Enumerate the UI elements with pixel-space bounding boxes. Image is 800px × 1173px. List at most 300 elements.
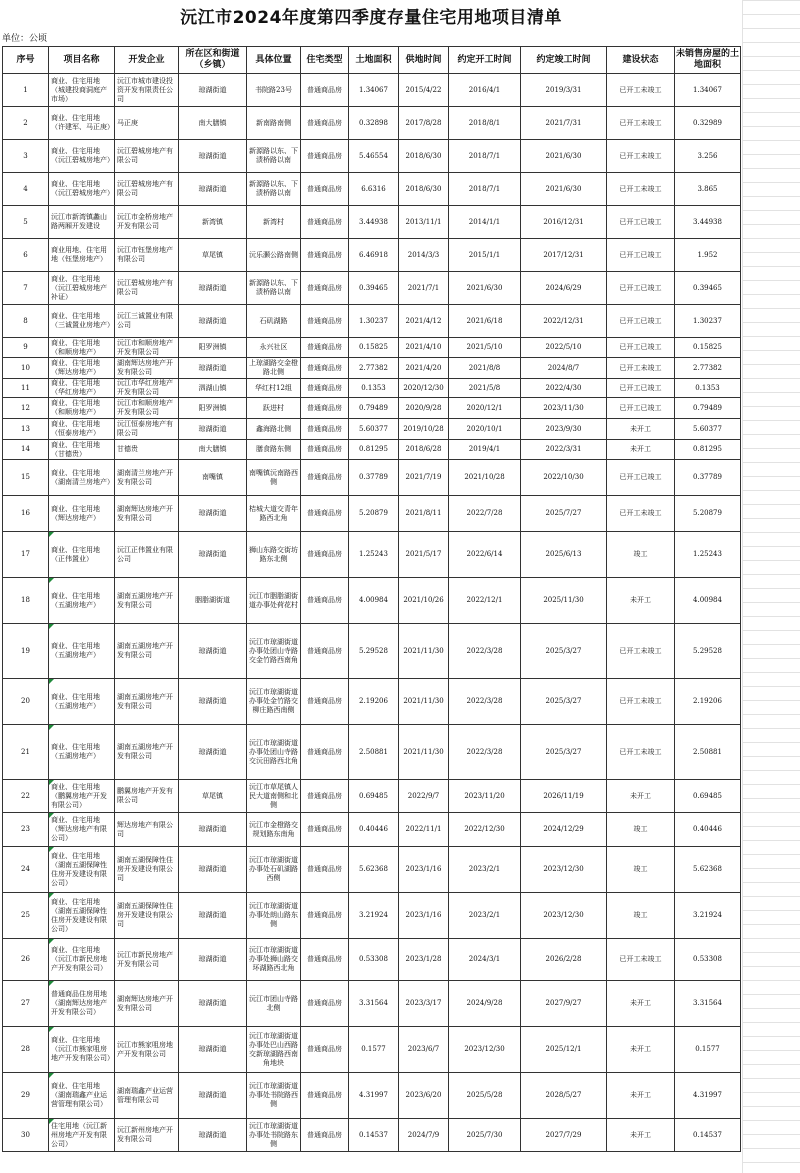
cell-status: 已开工未竣工 [607,679,675,725]
cell-unsold-area: 5.20879 [675,496,741,532]
cell-location: 沅江市琼湖街道办事处团山寺路交金竹路西南角 [247,624,301,679]
cell-unsold-area: 1.34067 [675,74,741,107]
cell-district: 胭脂湖街道 [179,578,247,624]
table-row [3,140,741,173]
cell-location: 沅江市团山寺路北侧 [247,981,301,1027]
cell-project-name: 商业、住宅用地（沅江碧城房地产） [49,173,115,206]
cell-start-date: 2018/8/1 [449,107,521,140]
cell-index: 2 [3,107,49,140]
cell-project-name: 商业、住宅用地（五湖房地产） [49,725,115,780]
cell-district: 泗湖山镇 [179,379,247,398]
cell-unsold-area: 5.60377 [675,419,741,440]
cell-location: 沅江市琼湖街道办事处巴山西路交新琼湖路西南角地块 [247,1027,301,1073]
cell-developer: 沅江市新民房地产开发有限公司 [115,939,179,981]
cell-start-date: 2025/5/28 [449,1073,521,1119]
cell-housing-type: 普通商品房 [301,358,349,379]
cell-location: 沅江市琼湖街道办事处金竹路交柳庄路西南侧 [247,679,301,725]
cell-housing-type: 普通商品房 [301,1119,349,1152]
cell-land-area: 5.46554 [349,140,399,173]
cell-land-area: 0.32898 [349,107,399,140]
cell-developer: 湖南五湖房地产开发有限公司 [115,679,179,725]
cell-land-area: 1.34067 [349,74,399,107]
cell-developer: 湖南辉达房地产开发有限公司 [115,358,179,379]
cell-completion-date: 2019/3/31 [521,74,607,107]
cell-start-date: 2020/10/1 [449,419,521,440]
header-col-status: 建设状态 [607,47,675,74]
cell-housing-type: 普通商品房 [301,239,349,272]
cell-housing-type: 普通商品房 [301,578,349,624]
cell-developer: 湖南五湖房地产开发有限公司 [115,578,179,624]
cell-housing-type: 普通商品房 [301,107,349,140]
cell-district: 草尾镇 [179,780,247,813]
cell-index: 14 [3,440,49,460]
cell-district: 琼湖街道 [179,305,247,338]
cell-district: 琼湖街道 [179,847,247,893]
cell-location: 新源路以东、下渍桥路以南 [247,173,301,206]
cell-supply-date: 2021/8/11 [399,496,449,532]
cell-index: 22 [3,780,49,813]
cell-developer: 沅江市和顺房地产开发有限公司 [115,398,179,419]
cell-developer: 辉达房地产有限公司 [115,813,179,847]
table-row [3,460,741,496]
cell-completion-date: 2024/8/7 [521,358,607,379]
cell-supply-date: 2020/12/30 [399,379,449,398]
cell-completion-date: 2021/7/31 [521,107,607,140]
table-row [3,679,741,725]
cell-land-area: 5.29528 [349,624,399,679]
cell-index: 16 [3,496,49,532]
cell-project-name: 普通商品住房用地（湖南辉达房地产开发有限公司） [49,981,115,1027]
land-project-table [2,46,741,1152]
cell-unsold-area: 1.952 [675,239,741,272]
cell-developer: 沅江市城市建设投资开发有限责任公司 [115,74,179,107]
cell-housing-type: 普通商品房 [301,893,349,939]
header-col-unsold-area: 未销售房屋的土地面积 [675,47,741,74]
cell-status: 已开工已竣工 [607,305,675,338]
cell-project-name: 商业、住宅用地（辉达房地产有限公司） [49,813,115,847]
cell-unsold-area: 0.37789 [675,460,741,496]
table-row [3,398,741,419]
cell-index: 21 [3,725,49,780]
cell-status: 已开工未竣工 [607,74,675,107]
cell-district: 琼湖街道 [179,725,247,780]
cell-status: 未开工 [607,440,675,460]
cell-start-date: 2019/4/1 [449,440,521,460]
cell-district: 新湾镇 [179,206,247,239]
cell-project-name: 商业、住宅用地（和顺房地产） [49,398,115,419]
cell-completion-date: 2024/6/29 [521,272,607,305]
cell-completion-date: 2025/6/13 [521,532,607,578]
cell-project-name: 商业、住宅用地（甘德贵） [49,440,115,460]
cell-status: 未开工 [607,578,675,624]
cell-project-name: 商业、住宅用地（城建投商洞庭产市场） [49,74,115,107]
cell-supply-date: 2023/6/20 [399,1073,449,1119]
cell-start-date: 2020/12/1 [449,398,521,419]
cell-project-name: 商业、住宅用地（湖南瑞鑫产业运营管理有限公司） [49,1073,115,1119]
cell-project-name: 商业用地、住宅用地（钰堡房地产） [49,239,115,272]
cell-start-date: 2016/4/1 [449,74,521,107]
cell-land-area: 0.53308 [349,939,399,981]
cell-district: 琼湖街道 [179,358,247,379]
cell-district: 琼湖街道 [179,419,247,440]
cell-unsold-area: 3.44938 [675,206,741,239]
cell-district: 南嘴镇 [179,460,247,496]
cell-land-area: 5.60377 [349,419,399,440]
cell-supply-date: 2015/4/22 [399,74,449,107]
cell-developer: 沅江市和顺房地产开发有限公司 [115,338,179,358]
cell-project-name: 商业、住宅用地（鹏翼房地产开发有限公司） [49,780,115,813]
cell-completion-date: 2022/5/10 [521,338,607,358]
cell-location: 上琼湖路交金橙路北侧 [247,358,301,379]
cell-start-date: 2023/11/20 [449,780,521,813]
cell-developer: 湖南辉达房地产开发有限公司 [115,981,179,1027]
cell-unsold-area: 3.865 [675,173,741,206]
cell-index: 4 [3,173,49,206]
cell-project-name: 商业、住宅用地（沅江碧城房地产） [49,140,115,173]
cell-unsold-area: 3.256 [675,140,741,173]
cell-completion-date: 2025/11/30 [521,578,607,624]
cell-housing-type: 普通商品房 [301,1073,349,1119]
cell-land-area: 4.00984 [349,578,399,624]
cell-location: 沅江市琼湖街道办事处书院路东侧 [247,1119,301,1152]
cell-location: 石矶湖路 [247,305,301,338]
cell-developer: 沅江碧城房地产有限公司 [115,140,179,173]
cell-housing-type: 普通商品房 [301,532,349,578]
cell-index: 19 [3,624,49,679]
cell-location: 新源路以东、下渍桥路以南 [247,272,301,305]
cell-housing-type: 普通商品房 [301,305,349,338]
cell-location: 沅乐灏公路南侧 [247,239,301,272]
cell-district: 琼湖街道 [179,74,247,107]
cell-location: 跃进村 [247,398,301,419]
cell-supply-date: 2023/3/17 [399,981,449,1027]
cell-index: 6 [3,239,49,272]
cell-start-date: 2018/7/1 [449,173,521,206]
table-row [3,338,741,358]
cell-project-name: 商业、住宅用地（许建军、马正庚） [49,107,115,140]
cell-district: 琼湖街道 [179,893,247,939]
cell-land-area: 6.6316 [349,173,399,206]
cell-start-date: 2021/6/18 [449,305,521,338]
cell-housing-type: 普通商品房 [301,725,349,780]
cell-start-date: 2021/10/28 [449,460,521,496]
cell-unsold-area: 0.39465 [675,272,741,305]
cell-unsold-area: 5.62368 [675,847,741,893]
table-header-row [3,47,741,74]
cell-unsold-area: 0.15825 [675,338,741,358]
cell-completion-date: 2023/9/30 [521,419,607,440]
table-row [3,578,741,624]
cell-status: 已开工已竣工 [607,398,675,419]
cell-supply-date: 2021/11/30 [399,679,449,725]
cell-location: 南嘴镇沅南路西侧 [247,460,301,496]
cell-completion-date: 2025/7/27 [521,496,607,532]
cell-completion-date: 2017/12/31 [521,239,607,272]
title-row [0,0,742,30]
cell-location: 永兴社区 [247,338,301,358]
cell-status: 已开工未竣工 [607,624,675,679]
cell-land-area: 0.1353 [349,379,399,398]
cell-district: 琼湖街道 [179,939,247,981]
cell-index: 9 [3,338,49,358]
header-col-start-date: 约定开工时间 [449,47,521,74]
table-row [3,532,741,578]
cell-status: 竣工 [607,532,675,578]
cell-location: 沅江市琼湖街道办事处朗山路东侧 [247,893,301,939]
cell-status: 已开工已竣工 [607,206,675,239]
cell-unsold-area: 1.25243 [675,532,741,578]
cell-district: 南大膳镇 [179,107,247,140]
cell-location: 新源路以东、下渍桥路以南 [247,140,301,173]
cell-district: 琼湖街道 [179,173,247,206]
cell-index: 10 [3,358,49,379]
cell-project-name: 商业、住宅用地（沅江市新民房地产开发有限公司） [49,939,115,981]
cell-completion-date: 2028/5/27 [521,1073,607,1119]
cell-completion-date: 2026/11/19 [521,780,607,813]
cell-completion-date: 2022/10/30 [521,460,607,496]
header-col-project-name: 项目名称 [49,47,115,74]
table-row [3,440,741,460]
cell-completion-date: 2024/12/29 [521,813,607,847]
cell-developer: 湖南五湖保障性住房开发建设有限公司 [115,847,179,893]
cell-index: 25 [3,893,49,939]
header-col-land-area: 土地面积 [349,47,399,74]
cell-location: 沅江市琼湖街道办事处书院路西侧 [247,1073,301,1119]
cell-land-area: 0.40446 [349,813,399,847]
cell-project-name: 商业、住宅用地（辉达房地产） [49,358,115,379]
cell-supply-date: 2022/11/1 [399,813,449,847]
cell-supply-date: 2023/1/16 [399,893,449,939]
cell-index: 24 [3,847,49,893]
cell-land-area: 0.39465 [349,272,399,305]
cell-start-date: 2022/3/28 [449,679,521,725]
cell-supply-date: 2021/7/19 [399,460,449,496]
cell-district: 琼湖街道 [179,1119,247,1152]
cell-project-name: 商业、住宅用地（湖南清兰房地产） [49,460,115,496]
table-row [3,358,741,379]
cell-index: 12 [3,398,49,419]
cell-land-area: 5.62368 [349,847,399,893]
cell-land-area: 4.31997 [349,1073,399,1119]
cell-project-name: 商业、住宅用地（正伟置业） [49,532,115,578]
empty-grid-area [742,0,800,1173]
cell-start-date: 2025/7/30 [449,1119,521,1152]
table-row [3,74,741,107]
cell-start-date: 2021/5/8 [449,379,521,398]
cell-location: 沅江市琼湖街道办事处团山寺路交沅田路西北角 [247,725,301,780]
cell-index: 17 [3,532,49,578]
cell-index: 18 [3,578,49,624]
cell-start-date: 2014/1/1 [449,206,521,239]
table-row [3,239,741,272]
cell-completion-date: 2025/12/1 [521,1027,607,1073]
cell-housing-type: 普通商品房 [301,74,349,107]
table-row [3,206,741,239]
cell-supply-date: 2014/3/3 [399,239,449,272]
cell-status: 已开工已竣工 [607,239,675,272]
cell-project-name: 商业、住宅用地（华红房地产） [49,379,115,398]
cell-status: 已开工未竣工 [607,358,675,379]
cell-index: 11 [3,379,49,398]
header-col-completion-date: 约定竣工时间 [521,47,607,74]
cell-housing-type: 普通商品房 [301,496,349,532]
cell-supply-date: 2018/6/30 [399,173,449,206]
cell-district: 琼湖街道 [179,624,247,679]
cell-housing-type: 普通商品房 [301,624,349,679]
cell-developer: 沅江市金桥房地产开发有限公司 [115,206,179,239]
cell-index: 29 [3,1073,49,1119]
cell-developer: 沅江碧城房地产有限公司 [115,173,179,206]
cell-district: 琼湖街道 [179,981,247,1027]
cell-district: 琼湖街道 [179,532,247,578]
cell-completion-date: 2022/12/31 [521,305,607,338]
cell-project-name: 商业、住宅用地（和顺房地产） [49,338,115,358]
cell-supply-date: 2017/8/28 [399,107,449,140]
cell-location: 沅江市琼湖街道办事处石矶湖路西侧 [247,847,301,893]
cell-developer: 沅江碧城房地产有限公司 [115,272,179,305]
cell-project-name: 商业、住宅用地（湖南五湖保障性住房开发建设有限公司） [49,893,115,939]
document-title: 沅江市2024年度第四季度存量住宅用地项目清单 [180,7,562,28]
cell-land-area: 0.79489 [349,398,399,419]
table-row [3,1119,741,1152]
table-row [3,780,741,813]
cell-completion-date: 2022/3/31 [521,440,607,460]
header-col-housing-type: 住宅类型 [301,47,349,74]
cell-start-date: 2024/9/28 [449,981,521,1027]
cell-district: 琼湖街道 [179,1027,247,1073]
cell-start-date: 2023/2/1 [449,893,521,939]
table-row [3,496,741,532]
cell-unsold-area: 0.1353 [675,379,741,398]
cell-developer: 湖南五湖房地产开发有限公司 [115,725,179,780]
cell-status: 已开工未竣工 [607,140,675,173]
cell-supply-date: 2021/11/30 [399,725,449,780]
cell-housing-type: 普通商品房 [301,173,349,206]
cell-status: 竣工 [607,847,675,893]
cell-project-name: 沅江市新湾镇蠡山路两厢开发建设 [49,206,115,239]
cell-status: 未开工 [607,1119,675,1152]
cell-supply-date: 2022/9/7 [399,780,449,813]
cell-housing-type: 普通商品房 [301,847,349,893]
cell-housing-type: 普通商品房 [301,981,349,1027]
cell-project-name: 住宅用地（沅江新州房地产开发有限公司） [49,1119,115,1152]
cell-developer: 沅江市熊家咀房地产开发有限公司 [115,1027,179,1073]
cell-start-date: 2022/12/30 [449,813,521,847]
unit-label: 单位：公顷 [2,34,48,44]
table-body [3,74,741,1152]
cell-housing-type: 普通商品房 [301,140,349,173]
cell-location: 沅江市琼湖街道办事处狮山路交环湖路西北角 [247,939,301,981]
cell-start-date: 2022/6/14 [449,532,521,578]
table-row [3,624,741,679]
cell-land-area: 2.19206 [349,679,399,725]
header-col-index: 序号 [3,47,49,74]
cell-land-area: 0.14537 [349,1119,399,1152]
table-row [3,419,741,440]
cell-start-date: 2022/3/28 [449,624,521,679]
cell-land-area: 6.46918 [349,239,399,272]
cell-unsold-area: 4.00984 [675,578,741,624]
cell-developer: 湖南瑞鑫产业运营管理有限公司 [115,1073,179,1119]
cell-project-name: 商业、住宅用地（三诚置业房地产） [49,305,115,338]
cell-housing-type: 普通商品房 [301,1027,349,1073]
cell-completion-date: 2023/12/30 [521,847,607,893]
cell-project-name: 商业、住宅用地（五湖房地产） [49,624,115,679]
cell-location: 桔城大道交青年路西北角 [247,496,301,532]
cell-unsold-area: 0.81295 [675,440,741,460]
cell-housing-type: 普通商品房 [301,398,349,419]
cell-housing-type: 普通商品房 [301,206,349,239]
table-row [3,939,741,981]
cell-district: 阳罗洲镇 [179,338,247,358]
cell-completion-date: 2022/4/30 [521,379,607,398]
cell-supply-date: 2023/6/7 [399,1027,449,1073]
cell-developer: 沅江市钰堡房地产有限公司 [115,239,179,272]
cell-location: 狮山东路交街坊路东北侧 [247,532,301,578]
header-col-supply-date: 供地时间 [399,47,449,74]
cell-status: 已开工已竣工 [607,272,675,305]
cell-district: 琼湖街道 [179,1073,247,1119]
cell-location: 鑫海路北侧 [247,419,301,440]
cell-developer: 马正庚 [115,107,179,140]
cell-index: 1 [3,74,49,107]
cell-housing-type: 普通商品房 [301,460,349,496]
cell-status: 已开工未竣工 [607,939,675,981]
cell-status: 未开工 [607,1073,675,1119]
cell-index: 5 [3,206,49,239]
cell-developer: 湖南辉达房地产开发有限公司 [115,496,179,532]
cell-supply-date: 2021/4/10 [399,338,449,358]
cell-unsold-area: 0.40446 [675,813,741,847]
cell-location: 膳食路东侧 [247,440,301,460]
cell-developer: 沅江恒泰房地产有限公司 [115,419,179,440]
cell-start-date: 2022/3/28 [449,725,521,780]
cell-unsold-area: 4.31997 [675,1073,741,1119]
cell-project-name: 商业、住宅用地（五湖房地产） [49,679,115,725]
cell-unsold-area: 2.77382 [675,358,741,379]
table-row [3,725,741,780]
cell-start-date: 2021/8/8 [449,358,521,379]
cell-status: 竣工 [607,813,675,847]
cell-unsold-area: 1.30237 [675,305,741,338]
cell-index: 26 [3,939,49,981]
cell-supply-date: 2023/1/28 [399,939,449,981]
cell-completion-date: 2025/3/27 [521,679,607,725]
cell-housing-type: 普通商品房 [301,419,349,440]
cell-supply-date: 2018/6/28 [399,440,449,460]
cell-index: 27 [3,981,49,1027]
cell-status: 未开工 [607,981,675,1027]
cell-land-area: 2.50881 [349,725,399,780]
cell-supply-date: 2013/11/1 [399,206,449,239]
cell-developer: 甘德贵 [115,440,179,460]
cell-housing-type: 普通商品房 [301,440,349,460]
cell-start-date: 2023/2/1 [449,847,521,893]
cell-completion-date: 2026/2/28 [521,939,607,981]
table-row [3,305,741,338]
cell-developer: 湖南清兰房地产开发有限公司 [115,460,179,496]
cell-land-area: 1.30237 [349,305,399,338]
cell-housing-type: 普通商品房 [301,272,349,305]
cell-developer: 沅江正伟置业有限公司 [115,532,179,578]
cell-index: 20 [3,679,49,725]
cell-completion-date: 2016/12/31 [521,206,607,239]
cell-completion-date: 2021/6/30 [521,173,607,206]
cell-unsold-area: 0.69485 [675,780,741,813]
cell-start-date: 2015/1/1 [449,239,521,272]
cell-location: 新湾村 [247,206,301,239]
cell-supply-date: 2021/7/1 [399,272,449,305]
